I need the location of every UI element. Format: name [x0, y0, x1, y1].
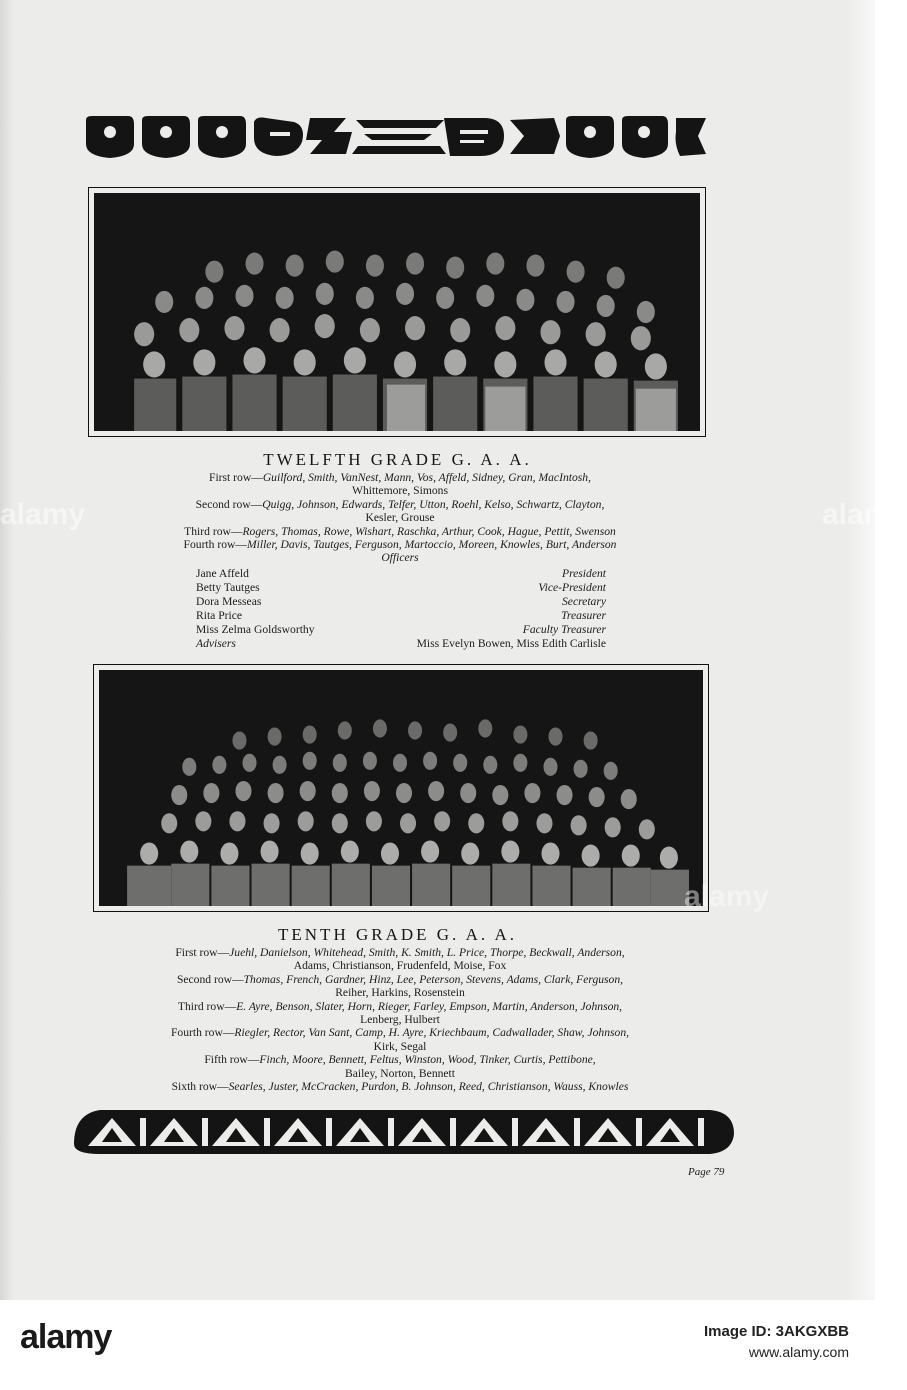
tenth-row-1: First row—Juehl, Danielson, Whitehead, Smith, K. Smith, L. Price, Thorpe, Beckwall, Anderson,	[175, 946, 625, 959]
tenth-row-2: Second row—Thomas, French, Gardner, Hinz, Lee, Peterson, Stevens, Adams, Clark, Ferguson,	[176, 972, 624, 986]
watermark-ghost-left: alamy	[0, 498, 86, 531]
twelfth-row-2-cont: Kesler, Grouse	[365, 511, 435, 525]
twelfth-row-1: First row—Guilford, Smith, VanNest, Mann, Vos, Affeld, Sidney, Gran, MacIntosh,	[209, 471, 591, 484]
image-id: Image ID: 3AKGXBB	[703, 1323, 849, 1340]
twelfth-row-3: Third row—Rogers, Thomas, Rowe, Wishart, Raschka, Arthur, Cook, Hague, Pettit, Swenson	[184, 524, 616, 538]
officers-label: Officers	[381, 551, 419, 565]
tenth-row-6: Sixth row—Searles, Juster, McCracken, Purdon, B. Johnson, Reed, Christianson, Wauss, Knowles	[171, 1080, 629, 1094]
tenth-row-4-cont: Kirk, Segal	[373, 1039, 427, 1053]
officer-treasurer: Rita Price Treasurer	[196, 609, 606, 622]
page-edge-left	[0, 0, 14, 1300]
image-id-block	[704, 1322, 849, 1362]
tenth-grade-photo	[93, 664, 709, 912]
officer-vice-president: Betty Tautges Vice-President	[196, 581, 606, 594]
tenth-grade-heading: TENTH GRADE G. A. A.	[278, 925, 517, 944]
tenth-row-5: Fifth row—Finch, Moore, Bennett, Feltus, Winston, Wood, Tinker, Curtis, Pettibone,	[204, 1053, 596, 1067]
watermark-url: www.alamy.com	[748, 1344, 849, 1360]
top-ornament-border	[84, 114, 708, 160]
bottom-ornament-border	[70, 1104, 738, 1158]
alamy-logo: alamy	[20, 1318, 112, 1356]
twelfth-row-1-cont: Whittemore, Simons	[352, 484, 448, 498]
twelfth-grade-heading: TWELFTH GRADE G. A. A.	[263, 450, 532, 469]
tenth-row-4: Fourth row—Riegler, Rector, Van Sant, Camp, H. Ayre, Kriechbaum, Cadwallader, Shaw, Johnson,	[170, 1026, 630, 1040]
officer-faculty-treasurer: Miss Zelma Goldsworthy Faculty Treasurer	[196, 623, 606, 636]
tenth-row-3-cont: Lenberg, Hulbert	[360, 1013, 440, 1027]
page-number: Page 79	[688, 1166, 725, 1178]
tenth-row-5-cont: Bailey, Norton, Bennett	[344, 1066, 455, 1080]
officer-secretary: Dora Messeas Secretary	[196, 595, 606, 608]
group-photo-figures	[94, 193, 700, 431]
advisers-line: Advisers Miss Evelyn Bowen, Miss Edith Carlisle	[196, 637, 606, 650]
watermark-ghost-right: alamy	[822, 498, 907, 531]
officer-president: Jane Affeld President	[196, 567, 606, 580]
twelfth-row-2: Second row—Quigg, Johnson, Edwards, Telfer, Utton, Roehl, Kelso, Schwartz, Clayton,	[195, 497, 605, 511]
tenth-row-3: Third row—E. Ayre, Benson, Slater, Horn, Rieger, Farley, Empson, Martin, Anderson, Johnson,	[177, 999, 623, 1013]
twelfth-grade-rows	[90, 471, 710, 565]
twelfth-grade-photo	[88, 187, 706, 437]
tenth-row-2-cont: Reiher, Harkins, Rosenstein	[335, 986, 465, 1000]
tenth-grade-rows	[90, 946, 710, 1093]
group-photo-figures-2	[99, 670, 703, 906]
watermark-ghost-mid: alamy	[684, 880, 770, 913]
page-edge-right	[847, 0, 875, 1300]
tenth-row-1-cont: Adams, Christianson, Frudenfeld, Moise, Fox	[293, 959, 507, 973]
twelfth-row-4: Fourth row—Miller, Davis, Tautges, Ferguson, Martoccio, Moreen, Knowles, Burt, Anderson	[183, 538, 617, 552]
